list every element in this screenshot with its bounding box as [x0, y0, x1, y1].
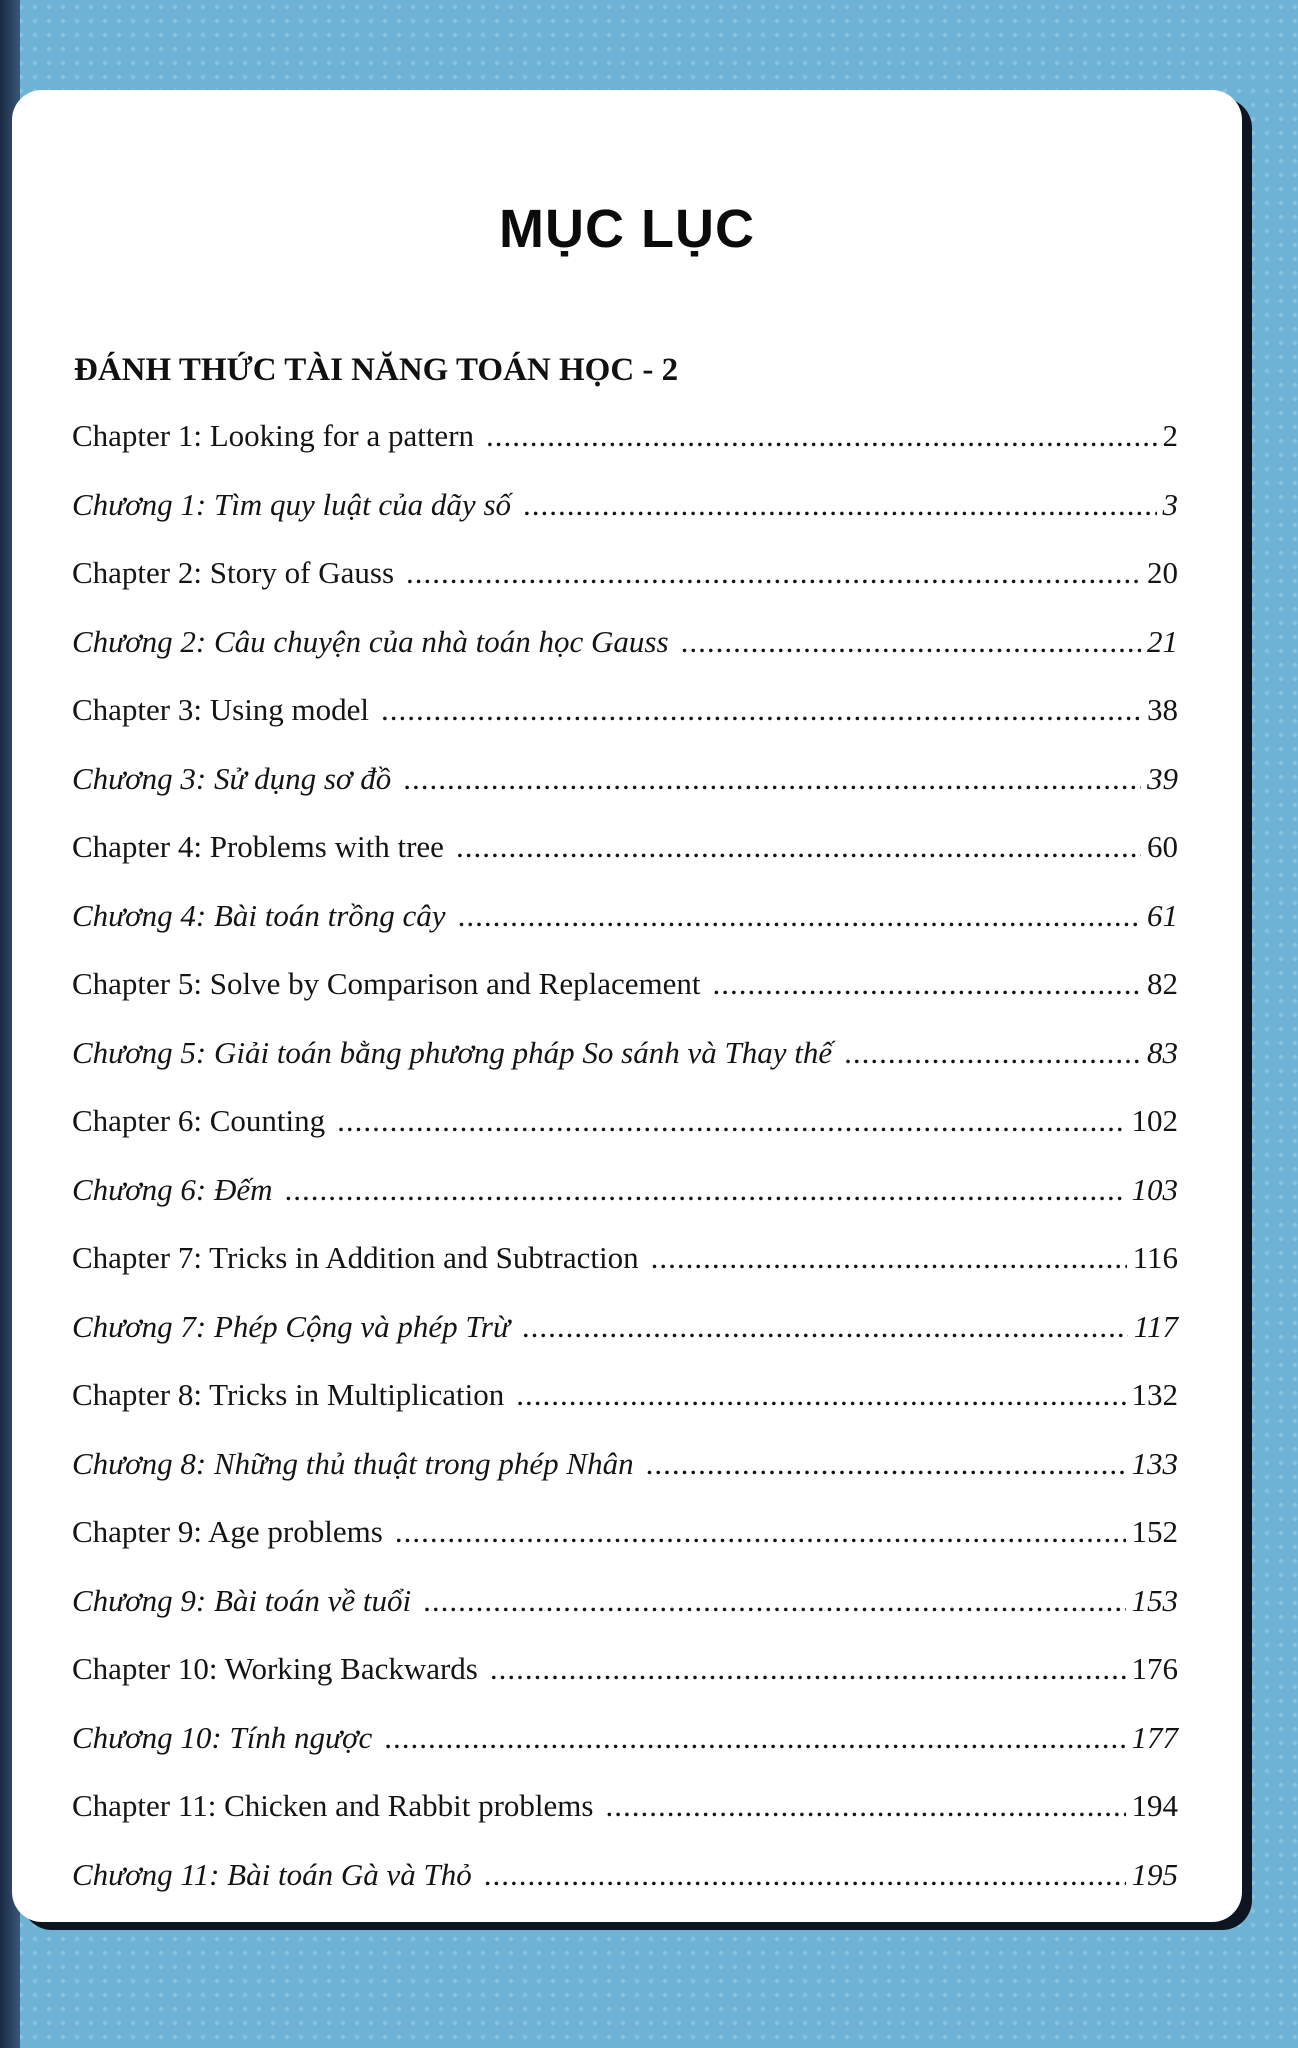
toc-entry — [72, 1035, 1178, 1087]
toc-entry-label: Chương 10: Tính ngược — [72, 1719, 373, 1755]
toc-leader-dots — [646, 1446, 1126, 1482]
toc-entry — [72, 1514, 1178, 1566]
toc-entry-label: Chương 5: Giải toán bằng phương pháp So sánh và Thay thế — [72, 1034, 833, 1070]
toc-entry-page: 132 — [1131, 1377, 1178, 1412]
toc-leader-dots — [844, 1035, 1141, 1071]
toc-leader-dots — [523, 487, 1156, 523]
toc-entry-page: 61 — [1147, 897, 1178, 933]
toc-entry — [72, 966, 1178, 1018]
toc-entry — [72, 1446, 1178, 1498]
toc-entry — [72, 1788, 1178, 1840]
toc-entry — [72, 1240, 1178, 1292]
toc-entry-page: 38 — [1147, 692, 1178, 727]
toc-entry-label: Chương 1: Tìm quy luật của dãy số — [72, 486, 512, 522]
toc-entry-label: Chapter 8: Tricks in Multiplication — [72, 1377, 505, 1412]
toc-entry-label: Chapter 10: Working Backwards — [72, 1651, 478, 1686]
toc-entry-label: Chapter 5: Solve by Comparison and Replacement — [72, 966, 701, 1001]
toc-entry-label: Chương 7: Phép Cộng và phép Trừ — [72, 1308, 510, 1344]
toc-entry-page: 3 — [1162, 486, 1178, 522]
toc-entry-page: 20 — [1147, 555, 1178, 590]
toc-entry-label: Chapter 2: Story of Gauss — [72, 555, 395, 590]
toc-entry — [72, 761, 1178, 813]
toc-entry-label: Chapter 11: Chicken and Rabbit problems — [72, 1788, 594, 1823]
toc-entry-page: 176 — [1131, 1651, 1178, 1686]
toc-entry — [72, 1720, 1178, 1772]
toc-leader-dots — [285, 1172, 1126, 1208]
toc-entry — [72, 1377, 1178, 1429]
toc-entry — [72, 829, 1178, 881]
toc-leader-dots — [458, 898, 1141, 934]
contents-card — [12, 90, 1242, 1922]
toc-entry-page: 2 — [1162, 418, 1178, 453]
toc-entry-label: Chương 3: Sử dụng sơ đồ — [72, 760, 392, 796]
toc-leader-dots — [456, 829, 1141, 865]
toc-entry-label: Chương 8: Những thủ thuật trong phép Nhân — [72, 1445, 634, 1481]
toc-leader-dots — [651, 1240, 1127, 1276]
toc-entry-label: Chapter 6: Counting — [72, 1103, 326, 1138]
toc-leader-dots — [403, 761, 1141, 797]
toc-entry-page: 103 — [1131, 1171, 1178, 1207]
toc-leader-dots — [406, 555, 1141, 591]
toc-entry-page: 117 — [1133, 1308, 1178, 1344]
toc-entry — [72, 898, 1178, 950]
toc-entry-label: Chapter 7: Tricks in Addition and Subtraction — [72, 1240, 639, 1275]
toc-entry-page: 194 — [1131, 1788, 1178, 1823]
toc-leader-dots — [486, 418, 1156, 454]
toc-entry-page: 116 — [1132, 1240, 1178, 1275]
toc-leader-dots — [395, 1514, 1126, 1550]
toc-leader-dots — [712, 966, 1141, 1002]
toc-entry — [72, 418, 1178, 470]
toc-entry-page: 152 — [1131, 1514, 1178, 1549]
toc-leader-dots — [337, 1103, 1125, 1139]
toc-entry-page: 177 — [1131, 1719, 1178, 1755]
toc-entry-label: Chapter 3: Using model — [72, 692, 370, 727]
toc-leader-dots — [490, 1651, 1126, 1687]
toc-entry-label: Chương 6: Đếm — [72, 1171, 273, 1207]
toc-entry-page: 133 — [1131, 1445, 1178, 1481]
page-title: MỤC LỤC — [499, 199, 755, 259]
toc-entry — [72, 1857, 1178, 1909]
toc-entry-page: 21 — [1147, 623, 1178, 659]
toc-entry-page: 39 — [1147, 760, 1178, 796]
toc-entry-label: Chương 11: Bài toán Gà và Thỏ — [72, 1856, 472, 1892]
toc-leader-dots — [384, 1720, 1125, 1756]
toc-entry — [72, 1103, 1178, 1155]
toc-leader-dots — [423, 1583, 1125, 1619]
toc-leader-dots — [516, 1377, 1125, 1413]
toc-entry — [72, 1583, 1178, 1635]
toc-entry — [72, 1309, 1178, 1361]
toc-entry-label: Chapter 9: Age problems — [72, 1514, 383, 1549]
toc-entry — [72, 624, 1178, 676]
toc-entry — [72, 555, 1178, 607]
toc-entry-label: Chương 9: Bài toán về tuổi — [72, 1582, 412, 1618]
toc-entry — [72, 1172, 1178, 1224]
section-heading: ĐÁNH THỨC TÀI NĂNG TOÁN HỌC - 2 — [74, 352, 679, 388]
toc-entry-page: 195 — [1131, 1856, 1178, 1892]
toc-leader-dots — [605, 1788, 1125, 1824]
toc-entry-page: 102 — [1131, 1103, 1178, 1138]
toc-entry — [72, 487, 1178, 539]
toc-entry — [72, 1651, 1178, 1703]
toc-entry-label: Chương 4: Bài toán trồng cây — [72, 897, 446, 933]
toc-entry-label: Chapter 1: Looking for a pattern — [72, 418, 475, 453]
toc-entry-page: 82 — [1147, 966, 1178, 1001]
toc-entry-page: 60 — [1147, 829, 1178, 864]
toc-leader-dots — [681, 624, 1141, 660]
toc-entry — [72, 692, 1178, 744]
toc-leader-dots — [381, 692, 1141, 728]
toc-entry-page: 153 — [1131, 1582, 1178, 1618]
toc-leader-dots — [522, 1309, 1128, 1345]
toc-entry-label: Chapter 4: Problems with tree — [72, 829, 444, 864]
toc-entry-label: Chương 2: Câu chuyện của nhà toán học Gauss — [72, 623, 669, 659]
toc-leader-dots — [484, 1857, 1126, 1893]
toc-entry-page: 83 — [1147, 1034, 1178, 1070]
